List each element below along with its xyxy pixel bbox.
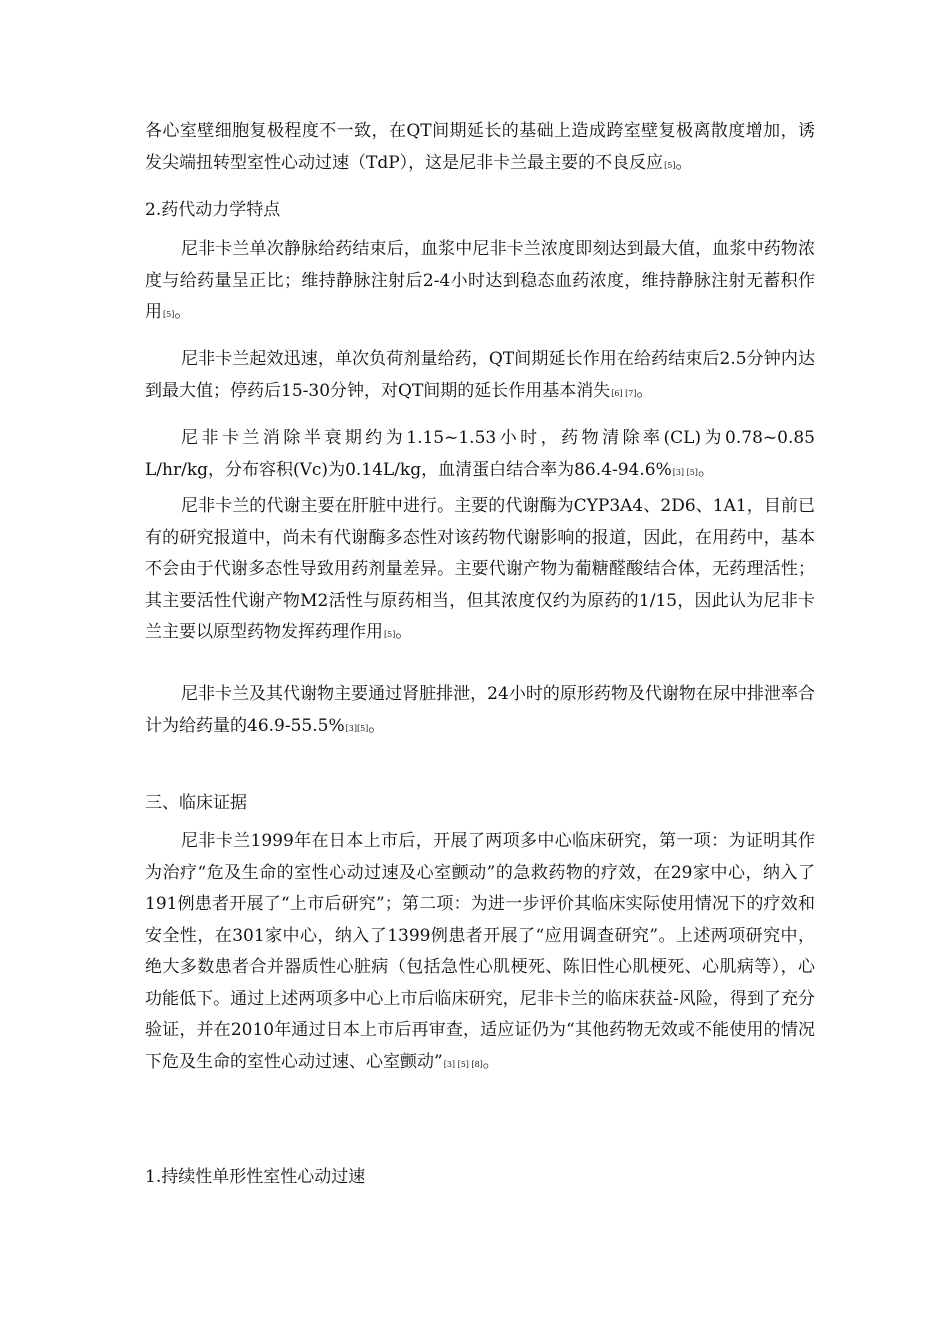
- subsection-heading-smvt: 1.持续性单形性室性心动过速: [145, 1167, 366, 1187]
- citation-ref: [5]: [163, 310, 175, 319]
- citation-ref: [5]: [384, 630, 396, 639]
- paragraph-text: 尼非卡兰消除半衰期约为1.15~1.53小时，药物清除率(CL)为0.78~0.85 L/hr/kg，分布容积(Vc)为0.14L/kg，血清蛋白结合率为86.4-94.6%: [145, 428, 815, 480]
- paragraph-text: 尼非卡兰单次静脉给药结束后，血浆中尼非卡兰浓度即刻达到最大值，血浆中药物浓度与给药量呈正比；维持静脉注射后2-4小时达到稳态血药浓度，维持静脉注射无蓄积作用: [145, 239, 815, 322]
- paragraph-text: 尼非卡兰及其代谢物主要通过肾脏排泄，24小时的原形药物及代谢物在尿中排泄率合计为给药量的46.9-55.5%: [145, 684, 815, 736]
- paragraph-onset: [145, 344, 815, 407]
- paragraph-tdp-adverse-reaction: [145, 116, 815, 179]
- section-heading-clinical-evidence: 三、临床证据: [145, 793, 247, 813]
- citation-ref: [6] [7]: [611, 388, 637, 398]
- paragraph-text: 尼非卡兰起效迅速，单次负荷剂量给药，QT间期延长作用在给药结束后2.5分钟内达到最大值；停药后15-30分钟，对QT间期的延长作用基本消失: [145, 349, 815, 401]
- citation-ref: [5]: [664, 160, 676, 170]
- paragraph-tail: 。: [368, 715, 386, 736]
- paragraph-plasma-concentration: [145, 234, 815, 329]
- paragraph-tail: 。: [395, 622, 413, 642]
- paragraph-text: 尼非卡兰的代谢主要在肝脏中进行。主要的代谢酶为CYP3A4、2D6、1A1，目前已有的研究报道中，尚未有代谢酶多态性对该药物代谢影响的报道，因此，在用药中，基本不会由于代谢多态性导致用药剂量差异。主要代谢产物为葡糖醛酸结合体，无药理活性；其主要活性代谢产物M2活性与原药相当，但其浓度仅约为原药的1/15，因此认为尼非卡兰主要以原型药物发挥药理作用: [145, 496, 815, 642]
- paragraph-text: 尼非卡兰1999年在日本上市后，开展了两项多中心临床研究，第一项：为证明其作为治疗“危及生命的室性心动过速及心室颤动”的急救药物的疗效，在29家中心，纳入了191例患者开展了“上市后研究”；第二项：为进一步评价其临床实际使用情况下的疗效和安全性，在301家中心，纳入了1399例患者开展了“应用调查研究”。上述两项研究中，绝大多数患者合并器质性心脏病（包括急性心肌梗死、陈旧性心肌梗死、心肌病等），心功能低下。通过上述两项多中心上市后临床研究，尼非卡兰的临床获益-风险，得到了充分验证，并在2010年通过日本上市后再审查，适应证仍为“其他药物无效或不能使用的情况下危及生命的室性心动过速、心室颤动”: [145, 831, 815, 1072]
- paragraph-tail: 。: [697, 459, 715, 480]
- paragraph-tail: 。: [482, 1051, 500, 1072]
- paragraph-tail: 。: [636, 380, 654, 401]
- citation-ref: [3] [5] [8]: [443, 1059, 483, 1069]
- citation-ref: [3] [5]: [672, 467, 698, 477]
- paragraph-text: 各心室壁细胞复极程度不一致，在QT间期延长的基础上造成跨室壁复极离散度增加，诱发尖端扭转型室性心动过速（TdP），这是尼非卡兰最主要的不良反应: [145, 121, 815, 173]
- paragraph-clinical-studies: [145, 826, 815, 1078]
- citation-ref: [3][5]: [345, 723, 369, 733]
- paragraph-half-life: [145, 423, 815, 486]
- paragraph-excretion: [145, 679, 815, 742]
- paragraph-metabolism: [145, 491, 815, 649]
- paragraph-tail: 。: [675, 152, 693, 173]
- paragraph-tail: 。: [174, 302, 192, 322]
- section-heading-pharmacokinetics: 2.药代动力学特点: [145, 200, 281, 220]
